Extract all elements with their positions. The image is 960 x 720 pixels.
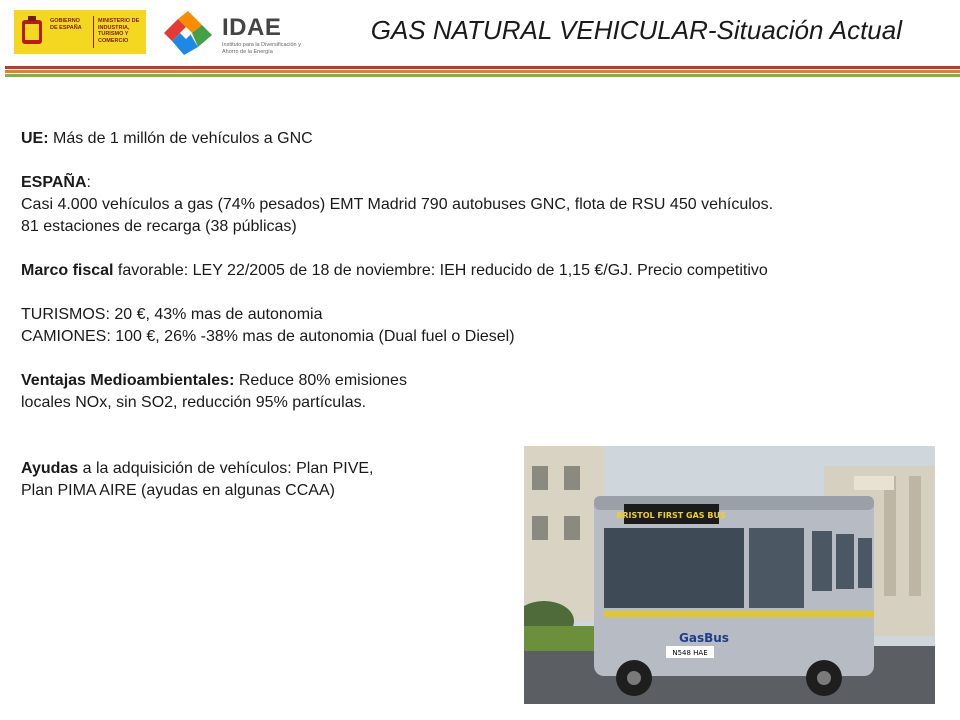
bus-plate: N548 HAE (672, 649, 708, 657)
gas-bus-photo (524, 446, 935, 704)
espana-colon: : (86, 174, 91, 191)
bus-illustration (524, 446, 935, 704)
idae-name: IDAE (222, 14, 282, 41)
marco-text: favorable: LEY 22/2005 de 18 de noviembre: IEH reducido de 1,15 €/GJ. Precio competitivo (113, 262, 768, 279)
slide-title: GAS NATURAL VEHICULAR-Situación Actual (370, 15, 902, 45)
camiones-line: CAMIONES: 100 €, 26% -38% mas de autonomia (Dual fuel o Diesel) (21, 328, 515, 345)
espana-label: ESPAÑA (21, 174, 87, 191)
gobierno-text: GOBIERNO DE ESPAÑA (50, 18, 82, 31)
slide-header (0, 0, 960, 62)
bus-side-brand: GasBus (679, 631, 729, 645)
espana-line-1: Casi 4.000 vehículos a gas (74% pesados) EMT Madrid 790 autobuses GNC, flota de RSU 450 vehículos. (21, 196, 774, 213)
ventajas-label: Ventajas Medioambientales: (21, 372, 235, 389)
header-stripe-red (5, 66, 960, 69)
ayudas-text: a la adquisición de vehículos: Plan PIVE, (78, 460, 374, 477)
ministerio-text: MINISTERIO DE INDUSTRIA, TURISMO Y COMERCIO (98, 18, 140, 44)
marco-fiscal-paragraph (21, 260, 910, 282)
header-stripe-orange (5, 70, 960, 73)
ayudas-line-2: Plan PIMA AIRE (ayudas en algunas CCAA) (21, 482, 335, 499)
header-stripe-green (5, 74, 960, 77)
ventajas-text: Reduce 80% emisiones (234, 372, 407, 389)
gobierno-espana-logo (14, 10, 146, 54)
turismos-line: TURISMOS: 20 €, 43% mas de autonomia (21, 306, 323, 323)
idae-logo-icon (158, 10, 214, 56)
coat-of-arms-icon (20, 16, 44, 48)
ue-label: UE: (21, 130, 49, 147)
ventajas-line-2: locales NOx, sin SO2, reducción 95% partículas. (21, 394, 367, 411)
destination-sign: BRISTOL FIRST GAS BUS (616, 511, 726, 520)
ue-text: Más de 1 millón de vehículos a GNC (48, 130, 313, 147)
ayudas-label: Ayudas (21, 460, 79, 477)
espana-heading (21, 172, 910, 194)
ue-paragraph (21, 128, 910, 150)
espana-line-2: 81 estaciones de recarga (38 públicas) (21, 218, 297, 235)
idae-subtitle: Instituto para la Diversificación y Ahorro de la Energía (222, 42, 301, 55)
marco-label: Marco fiscal (21, 262, 114, 279)
logo-separator (93, 16, 94, 48)
ventajas-line-1 (21, 370, 910, 392)
